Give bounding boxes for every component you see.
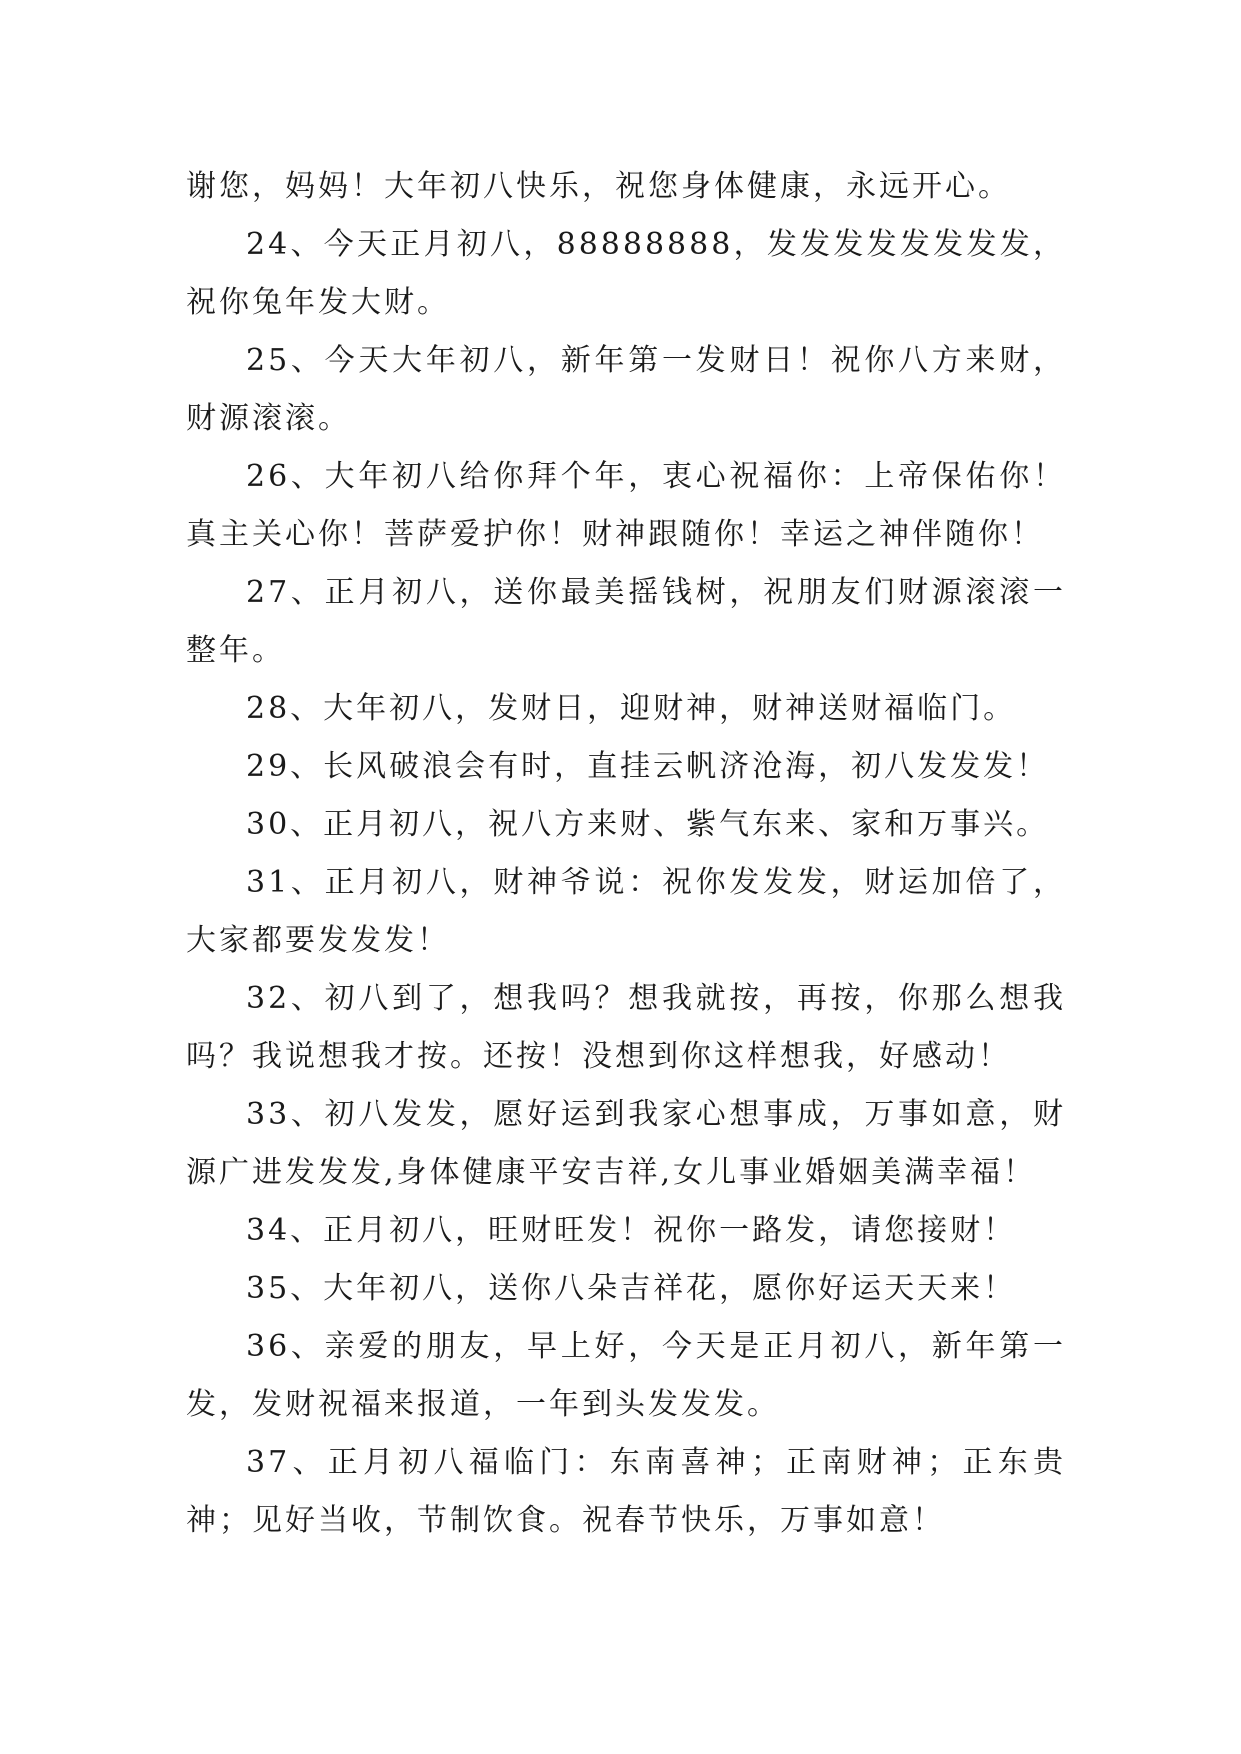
paragraph-31: 31、正月初八，财神爷说：祝你发发发，财运加倍了，大家都要发发发！: [186, 865, 1066, 958]
document-body: [186, 158, 1066, 1550]
paragraph-36: 36、亲爱的朋友，早上好，今天是正月初八，新年第一发，发财祝福来报道，一年到头发发发。: [186, 1329, 1066, 1422]
paragraph-28: 28、大年初八，发财日，迎财神，财神送财福临门。: [246, 691, 1017, 726]
paragraph-29: 29、长风破浪会有时，直挂云帆济沧海，初八发发发！: [246, 749, 1050, 784]
paragraph-33: 33、初八发发，愿好运到我家心想事成，万事如意，财源广进发发发,身体健康平安吉祥,女儿事业婚姻美满幸福！: [186, 1097, 1066, 1190]
paragraph-30: 30、正月初八，祝八方来财、紫气东来、家和万事兴。: [246, 807, 1050, 842]
paragraph-27: 27、正月初八，送你最美摇钱树，祝朋友们财源滚滚一整年。: [186, 575, 1066, 668]
paragraph-35: 35、大年初八，送你八朵吉祥花，愿你好运天天来！: [246, 1271, 1017, 1306]
paragraph-32: 32、初八到了，想我吗？想我就按，再按，你那么想我吗？我说想我才按。还按！没想到你这样想我，好感动！: [186, 981, 1066, 1074]
paragraph-26: 26、大年初八给你拜个年，衷心祝福你：上帝保佑你！真主关心你！菩萨爱护你！财神跟随你！幸运之神伴随你！: [186, 459, 1066, 552]
paragraph-25: 25、今天大年初八，新年第一发财日！祝你八方来财，财源滚滚。: [186, 343, 1066, 436]
paragraph-continued: 谢您，妈妈！大年初八快乐，祝您身体健康，永远开心。: [186, 169, 1011, 204]
paragraph-24: 24、今天正月初八，88888888，发发发发发发发发，祝你兔年发大财。: [186, 227, 1066, 320]
paragraph-37: 37、正月初八福临门：东南喜神；正南财神；正东贵神；见好当收，节制饮食。祝春节快乐，万事如意！: [186, 1445, 1066, 1538]
paragraph-34: 34、正月初八，旺财旺发！祝你一路发，请您接财！: [246, 1213, 1017, 1248]
